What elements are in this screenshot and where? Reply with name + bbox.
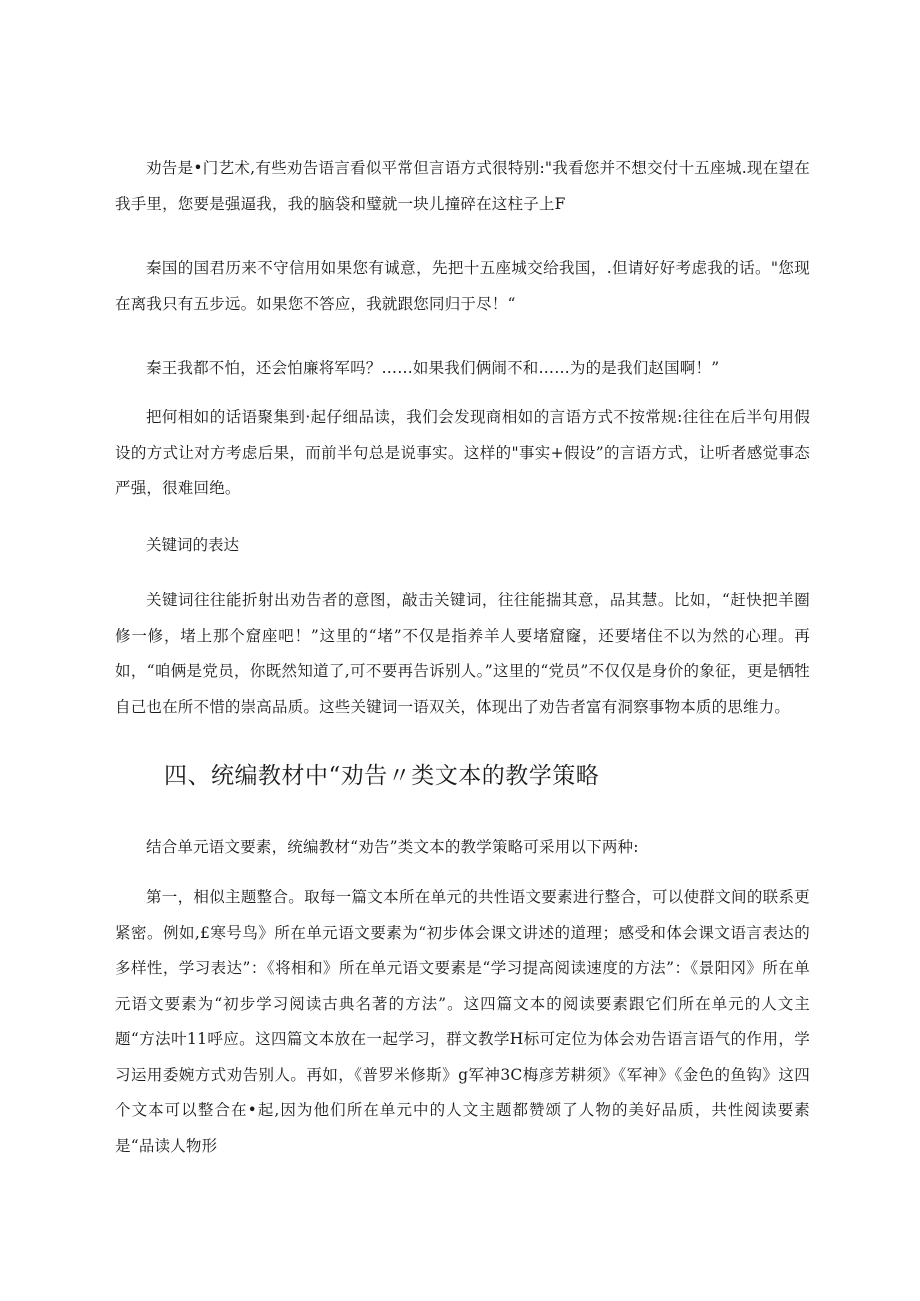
paragraph-strategy-intro: 结合单元语文要素，统编教材“劝告”类文本的教学策略可采用以下两种: bbox=[146, 838, 639, 856]
paragraph-qin-king-credibility: 秦国的国君历来不守信用如果您有诚意，先把十五座城交给我国，.但请好好考虑我的话。"您现在离我只有五步远。如果您不答应，我就跟您同归于尽！“ bbox=[115, 259, 810, 313]
subheading-keyword-expression: 关键词的表达 bbox=[146, 536, 240, 554]
section-title-teaching-strategy: 四、统编教材中“劝告〃类文本的教学策略 bbox=[164, 763, 600, 789]
paragraph-fact-hypothesis-analysis: 把何相如的话语聚集到·起仔细品读，我们会发现商相如的言语方式不按常规:往往在后半句用假设的方式让对方考虑后果，而前半句总是说事实。这样的"事实+假设”的言语方式，让听者感觉事态严强，很难回绝。 bbox=[115, 408, 810, 497]
paragraph-general-lian-quote: 秦王我都不怕，还会怕廉将军吗？……如果我们俩闹不和……为的是我们赵国啊！” bbox=[146, 359, 720, 377]
paragraph-similar-theme-integration: 第一，相似主题整合。取每一篇文本所在单元的共性语文要素进行整合，可以使群文间的联系更紧密。例如,£寒号鸟》所在单元语文要素为“初步体会课文讲述的道理；感受和体会课文语言表达的多样性，学习表达”：《将相和》所在单元语文要素是“学习提高阅读速度的方法”：《景阳冈》所在单元语文要素为“初步学习阅读古典名著的方法”。这四篇文本的阅读要素跟它们所在单元的人文主题“方法叶11呼应。这四篇文本放在一起学习，群文教学H标可定位为体会劝告语言语气的作用，学习运用委婉方式劝告别人。再如，《普罗米修斯》g军神3C梅彦芳耕须》《军神》《金色的鱼钩》这四个文本可以整合在•起,因为他们所在单元中的人文主题都赞颂了人物的美好品质，共性阅读要素是“品读人物形 bbox=[115, 888, 810, 1155]
paragraph-keyword-analysis: 关键词往往能折射出劝告者的意图，敲击关键词，往往能揣其意，品其慧。比如，“赶快把羊圈修一修，堵上那个窟座吧！”这里的“堵”不仅是指养羊人要堵窟窿，还要堵住不以为然的心理。再如，“咱俩是党员，你既然知道了,可不要再告诉别人。”这里的“党员”不仅仅是身价的象征，更是牺牲自己也在所不惜的崇高品质。这些关键词一语双关，体现出了劝告者富有洞察事物本质的思维力。 bbox=[115, 591, 810, 716]
paragraph-persuasion-art: 劝告是•门艺术,有些劝告语言看似平常但言语方式很特别:"我看您并不想交付十五座城.现在望在我手里，您要是强逼我，我的脑袋和璧就一块儿撞碎在这柱子上F bbox=[115, 159, 810, 213]
